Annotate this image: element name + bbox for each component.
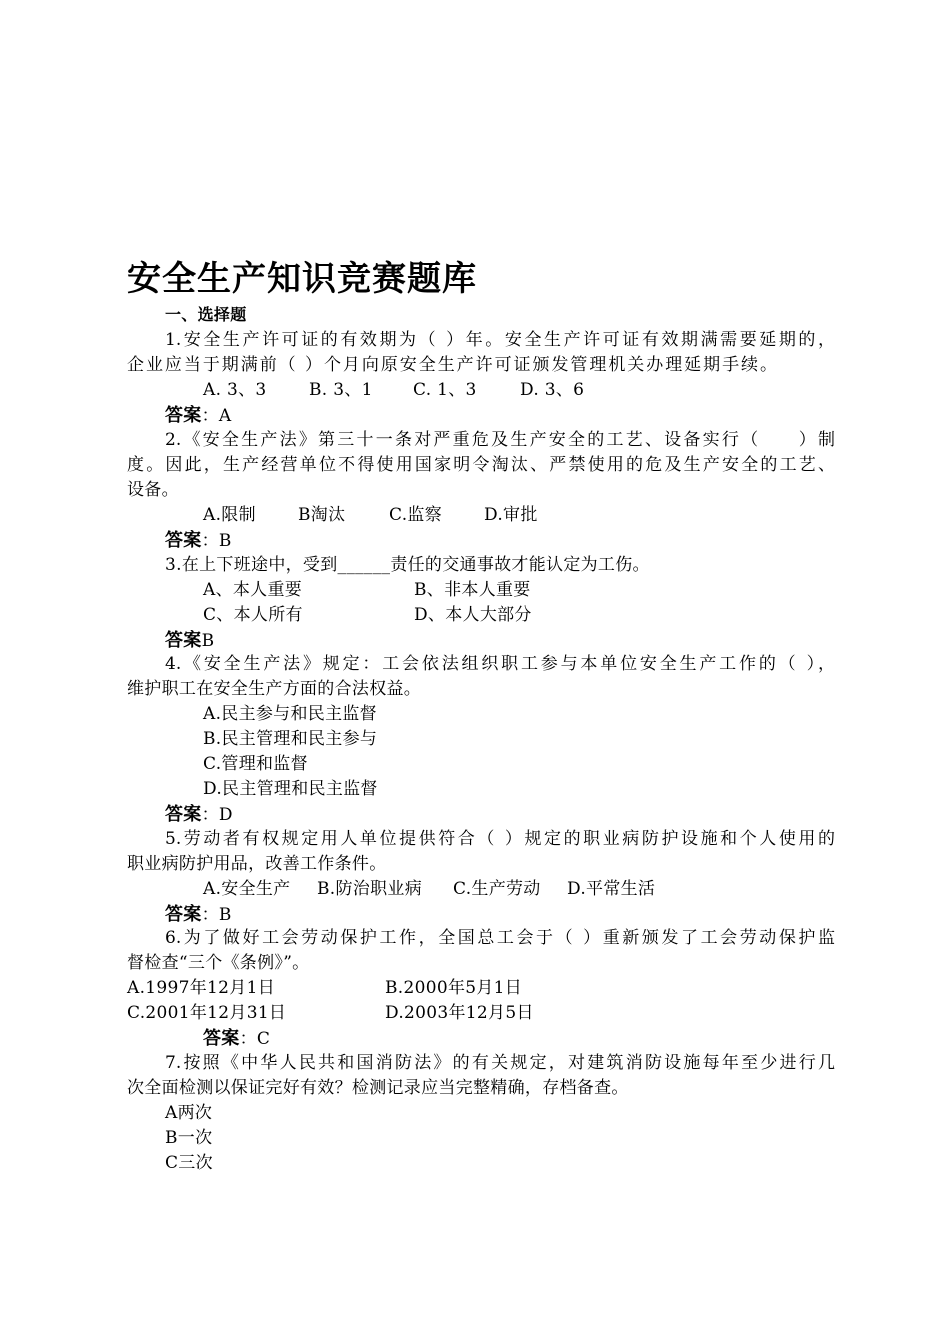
- question-1-answer: [165, 403, 232, 428]
- question-1-option-c: C. 1、3: [413, 380, 477, 400]
- question-7-line-2: 次全面检测以保证完好有效？检测记录应当完整精确，存档备查。: [127, 1078, 629, 1098]
- question-5-answer: [165, 902, 232, 927]
- answer-label: 答案: [203, 1028, 240, 1049]
- question-4-option-a: A.民主参与和民主监督: [203, 704, 377, 724]
- question-7-option-a: A两次: [165, 1103, 213, 1123]
- document-title: 安全生产知识竞赛题库: [127, 259, 477, 299]
- answer-label: 答案: [165, 804, 202, 825]
- question-3-option-b: B、非本人重要: [414, 580, 531, 600]
- question-6-answer: [203, 1026, 270, 1051]
- question-7-option-b: B一次: [165, 1128, 213, 1148]
- question-6-option-a: A.1997年12月1日: [127, 978, 275, 998]
- question-4-option-c: C.管理和监督: [203, 754, 308, 774]
- question-6-line-2: 督检查“三个《条例》”。: [127, 953, 310, 973]
- answer-value: ：C: [239, 1029, 271, 1049]
- answer-value: ：D: [201, 805, 233, 825]
- question-1-option-b: B. 3、1: [309, 380, 373, 400]
- question-5-line-1: 5.劳动者有权规定用人单位提供符合（ ）规定的职业病防护设施和个人使用的: [165, 829, 835, 849]
- question-3-line-1: 3.在上下班途中，受到______责任的交通事故才能认定为工伤。: [165, 555, 650, 575]
- question-2-option-a: A.限制: [203, 505, 256, 525]
- question-2-line-2: 度。因此，生产经营单位不得使用国家明令淘汰、严禁使用的危及生产安全的工艺、: [127, 455, 835, 475]
- question-2-answer: [165, 528, 232, 553]
- question-5-option-b: B.防治职业病: [317, 879, 422, 899]
- question-4-answer: [165, 802, 233, 827]
- question-4-line-1: 4.《安全生产法》规定：工会依法组织职工参与本单位安全生产工作的（ ），: [165, 654, 835, 674]
- question-6-option-b: B.2000年5月1日: [385, 978, 523, 998]
- question-7-option-c: C三次: [165, 1153, 213, 1173]
- question-2-option-b: B淘汰: [298, 505, 346, 525]
- answer-label: 答案: [165, 530, 202, 551]
- question-4-option-b: B.民主管理和民主参与: [203, 729, 378, 749]
- answer-value: ：A: [201, 406, 232, 426]
- question-1-line-2: 企业应当于期满前（ ）个月向原安全生产许可证颁发管理机关办理延期手续。: [127, 355, 777, 375]
- question-2-option-c: C.监察: [389, 505, 443, 525]
- question-1-option-a: A. 3、3: [203, 380, 267, 400]
- answer-label: 答案: [165, 904, 202, 925]
- question-3-answer: [165, 628, 214, 653]
- question-3-option-c: C、本人所有: [203, 605, 303, 625]
- question-5-option-d: D.平常生活: [567, 879, 656, 899]
- question-5-option-a: A.安全生产: [203, 879, 291, 899]
- question-6-line-1: 6.为了做好工会劳动保护工作，全国总工会于（ ）重新颁发了工会劳动保护监: [165, 928, 835, 948]
- answer-label: 答案: [165, 630, 202, 651]
- question-7-line-1: 7.按照《中华人民共和国消防法》的有关规定，对建筑消防设施每年至少进行几: [165, 1053, 835, 1073]
- question-2-option-d: D.审批: [484, 505, 538, 525]
- question-1-line-1: 1.安全生产许可证的有效期为（ ）年。安全生产许可证有效期满需要延期的，: [165, 330, 835, 350]
- section-heading: 一、选择题: [165, 305, 247, 324]
- question-4-option-d: D.民主管理和民主监督: [203, 779, 378, 799]
- question-3-option-d: D、本人大部分: [414, 605, 532, 625]
- question-5-line-2: 职业病防护用品，改善工作条件。: [127, 854, 387, 874]
- question-6-option-c: C.2001年12月31日: [127, 1003, 287, 1023]
- answer-value: B: [201, 631, 215, 651]
- question-6-option-d: D.2003年12月5日: [385, 1003, 534, 1023]
- answer-label: 答案: [165, 405, 202, 426]
- question-2-line-3: 设备。: [127, 480, 179, 500]
- question-1-option-d: D. 3、6: [520, 380, 585, 400]
- question-4-line-2: 维护职工在安全生产方面的合法权益。: [127, 679, 422, 699]
- question-3-option-a: A、本人重要: [203, 580, 303, 600]
- question-2-line-1: 2.《安全生产法》第三十一条对严重危及生产安全的工艺、设备实行（ ）制: [165, 430, 835, 450]
- question-5-option-c: C.生产劳动: [453, 879, 541, 899]
- answer-value: ：B: [201, 905, 232, 925]
- answer-value: ：B: [201, 531, 232, 551]
